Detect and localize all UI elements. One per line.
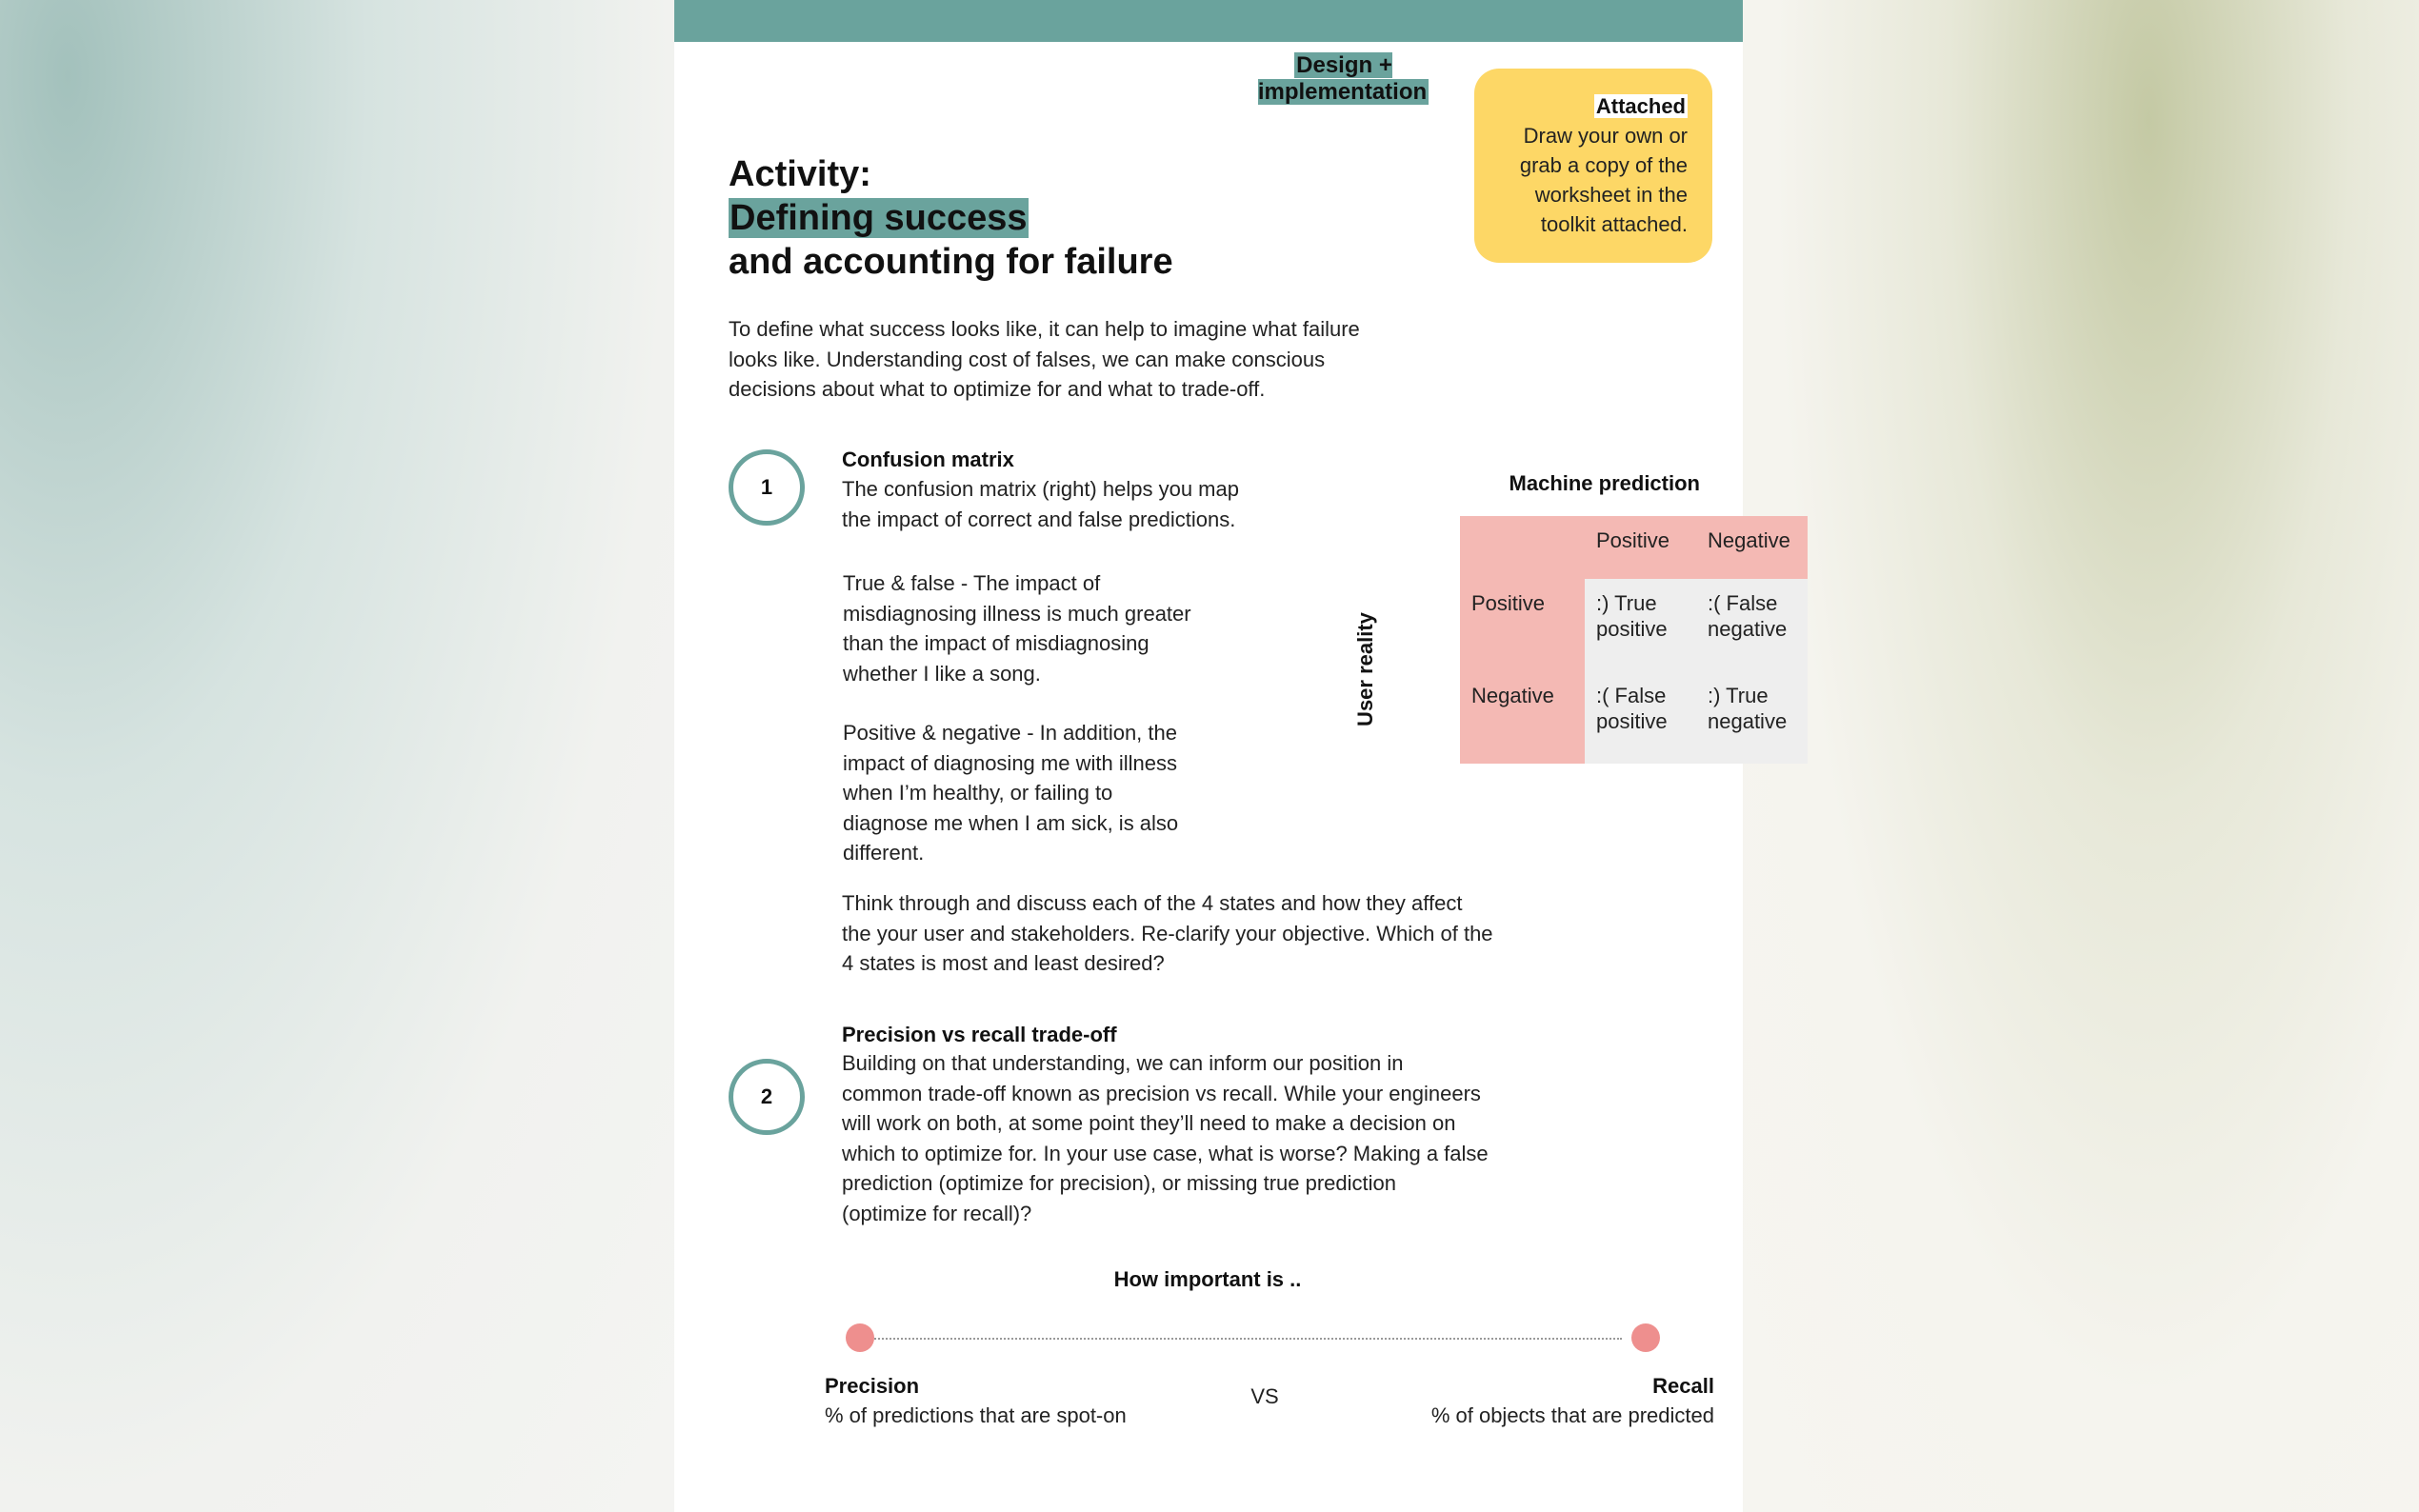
- page-title: [729, 152, 1395, 284]
- precision-label: Precision: [825, 1374, 920, 1398]
- section-1-intro: The confusion matrix (right) helps you map the impact of correct and false predictions.: [842, 477, 1239, 531]
- positive-negative-paragraph: Positive & negative - In addition, the impact of diagnosing me with illness when I’m healthy, or failing to diagnose me when I am sick, is also different.: [843, 721, 1179, 865]
- recall-label: Recall: [1652, 1374, 1714, 1398]
- true-false-paragraph: True & false - The impact of misdiagnosing illness is much greater than the impact of misdiagnosing whether I like a song.: [843, 571, 1191, 686]
- matrix-corner: [1460, 516, 1585, 579]
- intro-paragraph: To define what success looks like, it can help to imagine what failure looks like. Understanding cost of falses, we can make conscious decisions about what to optimize for and what to trade-off.: [729, 317, 1360, 401]
- note-line: grab a copy of the: [1519, 153, 1688, 177]
- section-2-title: Precision vs recall trade-off: [842, 1023, 1117, 1046]
- matrix-cell-false-positive: :( False positive: [1585, 671, 1696, 764]
- matrix-row-header: Positive: [1471, 591, 1546, 615]
- header-bar: [674, 0, 1743, 42]
- category-tag-text: Design + implementation: [1257, 52, 1428, 105]
- background-right: [1743, 0, 2419, 1512]
- note-title: Attached: [1595, 94, 1686, 118]
- discussion-paragraph: Think through and discuss each of the 4 states and how they affect the your user and stakeholders. Re-clarify your objective. Which of the 4 states is most and least desired?: [842, 891, 1493, 975]
- note-line: worksheet in the: [1534, 183, 1688, 207]
- scale-title: How important is ..: [1113, 1267, 1302, 1291]
- matrix-row-label: User reality: [1353, 612, 1377, 726]
- vs-label: VS: [1250, 1384, 1279, 1408]
- matrix-cell-true-positive: :) True positive: [1585, 579, 1696, 671]
- note-line: toolkit attached.: [1540, 212, 1688, 236]
- document-page: [674, 0, 1790, 1512]
- step-2-badge: 2: [729, 1059, 805, 1135]
- category-tag: [1246, 52, 1441, 106]
- matrix-cell-true-negative: :) True negative: [1696, 671, 1808, 764]
- attached-note: [1474, 69, 1712, 263]
- matrix-col-header: Positive: [1585, 516, 1696, 579]
- matrix-cell-false-negative: :( False negative: [1696, 579, 1808, 671]
- title-line-1: Activity:: [729, 154, 871, 194]
- scale-track: [860, 1338, 1622, 1340]
- precision-slider-handle[interactable]: [846, 1323, 874, 1352]
- background-left: [0, 0, 674, 1512]
- matrix-col-header: Negative: [1696, 516, 1808, 579]
- section-1-title: Confusion matrix: [842, 448, 1014, 471]
- precision-description: % of predictions that are spot-on: [825, 1403, 1127, 1427]
- matrix-column-label: Machine prediction: [1509, 471, 1700, 495]
- recall-slider-handle[interactable]: [1631, 1323, 1660, 1352]
- title-line-3: and accounting for failure: [729, 242, 1173, 282]
- section-2-paragraph: Building on that understanding, we can inform our position in common trade-off known as precision vs recall. While your engineers will work on both, at some point they’ll need to make a decision on which to optimize for. In your use case, what is worse? Making a false prediction (optimize for precision), or missing true prediction (optimize for recall)?: [842, 1051, 1489, 1225]
- matrix-row-header: Negative: [1471, 684, 1554, 707]
- note-line: Draw your own or: [1523, 124, 1688, 148]
- recall-description: % of objects that are predicted: [1430, 1403, 1714, 1427]
- title-line-2: Defining success: [730, 198, 1028, 238]
- step-1-badge: 1: [729, 449, 805, 526]
